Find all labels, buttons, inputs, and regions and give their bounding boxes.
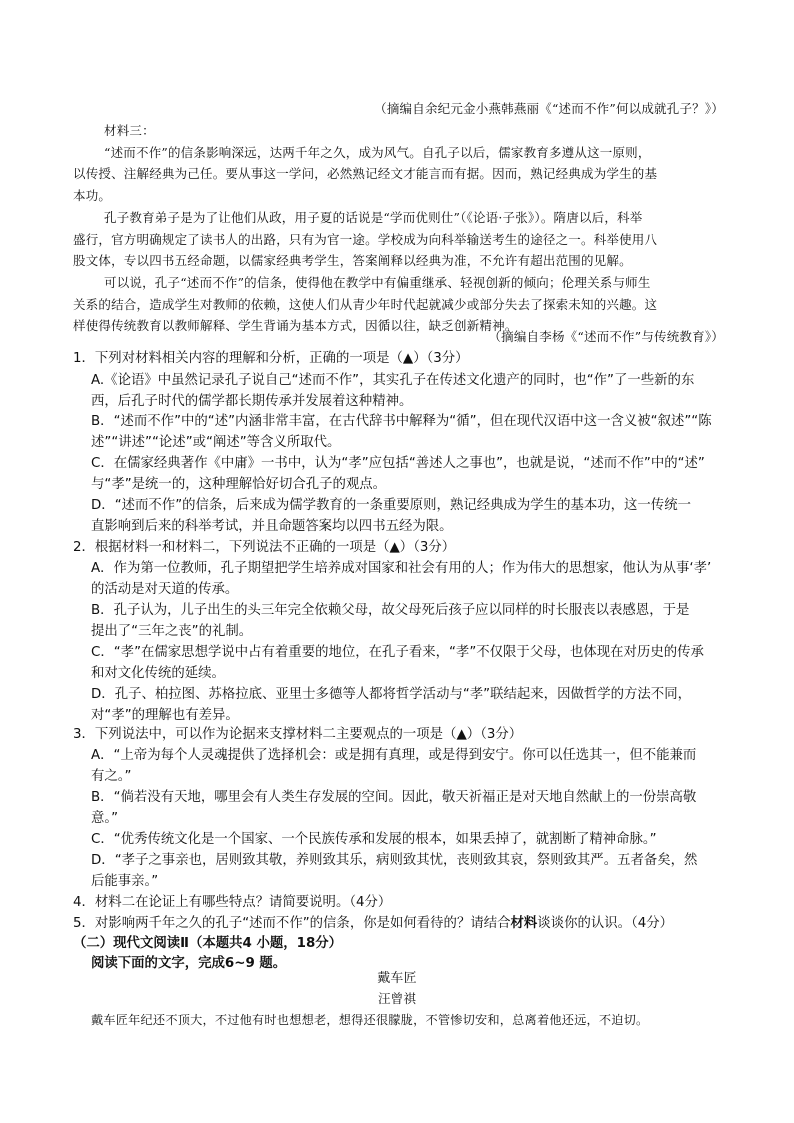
- material3-para3-line3: 样使得传统教育以教师解释、学生背诵为基本方式，因循以往，缺乏创新精神。: [73, 318, 518, 333]
- q2-option-b-line1: B．孔子认为，儿子出生的头三年完全依赖父母，故父母死后孩子应以同样的时长服丧以表感恩，于是: [91, 603, 690, 618]
- q1-option-d-line2: 直影响到后来的科举考试，并且命题答案均以四书五经为限。: [91, 519, 453, 534]
- q1-option-a-line2: 西，后孔子时代的儒学都长期传承并发展着这种精神。: [91, 394, 413, 409]
- q1-option-c-line2: 与“孝”是统一的，这种理解恰好切合孔子的观点。: [91, 477, 387, 492]
- q3-option-d-line1: D．“孝子之事亲也，居则致其敬，养则致其乐，病则致其忧，丧则致其哀，祭则致其严。五者备矣，然: [91, 853, 698, 868]
- material3-para2-line2: 盛行，官方明确规定了读书人的出路，只有为官一途。学校成为向科举输送考生的途径之一。科举使用八: [73, 232, 658, 247]
- source-citation-material3: （摘编自李杨《“述而不作”与传统教育》）: [488, 329, 724, 344]
- q3-option-d-line2: 后能事亲。”: [91, 874, 159, 889]
- q3-option-a-line2: 有之。”: [91, 769, 132, 784]
- q1-option-d-line1: D．“述而不作”的信条，后来成为儒学教育的一条重要原则，熟记经典成为学生的基本功，这一传统一: [91, 498, 691, 513]
- q1-option-c-line1: C．在儒家经典著作《中庸》一书中，认为“孝”应包括“善述人之事也”，也就是说，“述而不作”中的“述”: [91, 456, 705, 471]
- q2-option-c-line2: 和对文化传统的延续。: [91, 666, 225, 681]
- story-title: 戴车匠: [377, 971, 417, 986]
- q1-option-a-line1: A.《论语》中虽然记录孔子说自己“述而不作”，其实孔子在传述文化遗产的同时，也“作”了一些新的东: [91, 373, 695, 388]
- section2-instruction: 阅读下面的文字，完成6~9 题。: [91, 956, 287, 971]
- material3-para1-line1: “述而不作”的信条影响深远，达两千年之久，成为风气。自孔子以后，儒家教育多遵从这一原则，: [104, 145, 651, 160]
- story-first-line: 戴车匠年纪还不顶大，不过他有时也想想老，想得还很朦胧，不管惨切安和，总离着他还远，不迫切。: [91, 1013, 649, 1027]
- q1-option-b-line2: 述”“讲述”“论述”或“阐述”等含义所取代。: [91, 435, 341, 450]
- material3-para2-line1: 孔子教育弟子是为了让他们从政，用子夏的话说是“学而优则仕”（《论语·子张》）。隋唐以后，科举: [104, 210, 643, 225]
- q5-stem-part1: 5．对影响两千年之久的孔子“述而不作”的信条，你是如何看待的？请结合: [73, 916, 511, 931]
- q3-stem: 3．下列说法中，可以作为论据来支撑材料二主要观点的一项是（▲）（3分）: [73, 727, 523, 742]
- section2-heading: （二）现代文阅读Ⅱ（本题共4 小题，18分）: [73, 936, 343, 951]
- q2-option-c-line1: C．“孝”在儒家思想学说中占有着重要的地位，在孔子看来，“孝”不仅限于父母，也体现在对历史的传承: [91, 645, 704, 660]
- material3-para1-line2: 以传授、注解经典为己任。要从事这一学问，必然熟记经文才能言而有据。因而，熟记经典成为学生的基: [73, 166, 658, 181]
- material3-para3-line2: 关系的结合，造成学生对教师的依赖，这使人们从青少年时代起就减少或部分失去了探索未知的兴趣。这: [73, 297, 658, 312]
- q1-option-b-line1: B．“述而不作”中的“述”内涵非常丰富，在古代辞书中解释为“循”，但在现代汉语中这一含义被“叙述”“陈: [91, 414, 712, 429]
- q5-stem: [73, 912, 673, 931]
- q2-option-a-line2: 的活动是对天道的传承。: [91, 582, 239, 597]
- q3-option-b-line1: B．“倘若没有天地，哪里会有人类生存发展的空间。因此，敬天祈福正是对天地自然献上的一份崇高敬: [91, 790, 697, 805]
- q3-option-b-line2: 意。”: [91, 811, 119, 826]
- q2-option-b-line2: 提出了“三年之丧”的礼制。: [91, 624, 253, 639]
- q3-option-c-line1: C．“优秀传统文化是一个国家、一个民族传承和发展的根本，如果丢掉了，就割断了精神命脉。”: [91, 832, 657, 847]
- q2-option-a-line1: A．作为第一位教师，孔子期望把学生培养成对国家和社会有用的人；作为伟大的思想家，他认为从事‘孝’: [91, 561, 712, 576]
- q3-option-a-line1: A．“上帝为每个人灵魂提供了选择机会：或是拥有真理，或是得到安宁。你可以任选其一，但不能兼而: [91, 748, 697, 763]
- q2-option-d-line1: D．孔子、柏拉图、苏格拉底、亚里士多德等人都将哲学活动与“孝”联结起来，因做哲学的方法不同，: [91, 687, 691, 702]
- q2-stem: 2．根据材料一和材料二，下列说法不正确的一项是（▲）（3分）: [73, 540, 456, 555]
- material3-heading: 材料三：: [104, 123, 155, 138]
- story-author: 汪曾祺: [377, 991, 417, 1006]
- source-citation-material2: （摘编自余纪元金小燕韩燕丽《“述而不作”何以成就孔子？》）: [374, 101, 724, 116]
- q2-option-d-line2: 对“孝”的理解也有差异。: [91, 708, 239, 723]
- q1-stem: 1．下列对材料相关内容的理解和分析，正确的一项是（▲）（3分）: [73, 351, 469, 366]
- material3-para1-line3: 本功。: [73, 188, 112, 203]
- q5-stem-bold: 材料: [510, 916, 538, 931]
- material3-para3-line1: 可以说，孔子“述而不作”的信条，使得他在教学中有偏重继承、轻视创新的倾向；伦理关系与师生: [104, 275, 651, 290]
- material3-para2-line3: 股文体，专以四书五经命题，以儒家经典考学生，答案阐释以经典为准，不允许有超出范围的见解。: [73, 253, 632, 268]
- q4-stem: 4．材料二在论证上有哪些特点？请简要说明。（4分）: [73, 895, 392, 910]
- q5-stem-part2: 谈谈你的认识。（4分）: [537, 916, 674, 931]
